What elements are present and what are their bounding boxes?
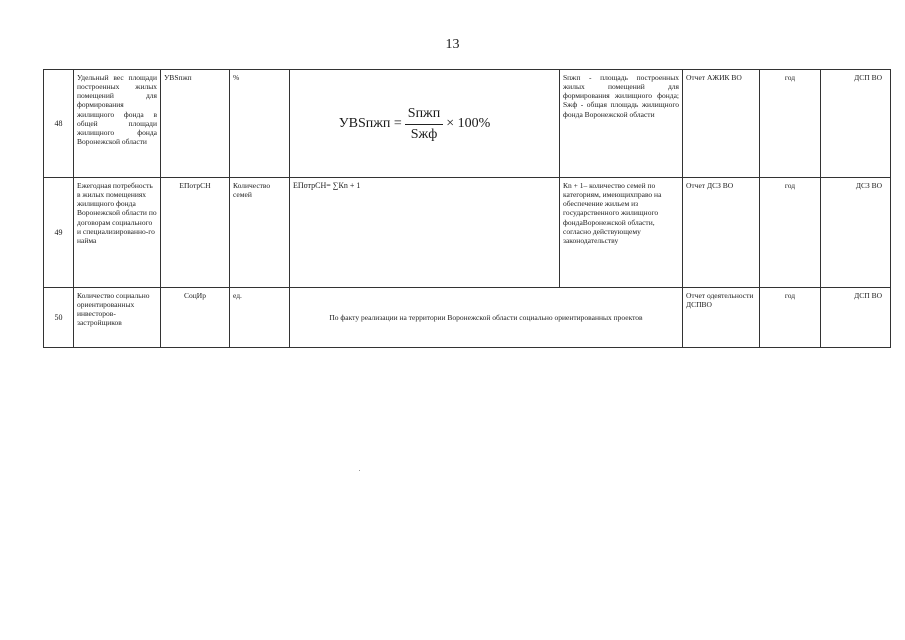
indicator-description: Sпжп - площадь построенных жилых помещений для формирования жилищного фонда; Sжф - общая площадь жилищного фонда Воронежской области [560,70,683,178]
table-row [44,70,891,178]
indicator-name: Удельный вес площади построенных жилых помещений для формирования жилищного фонда в общей площади жилищного фонда Воронежской области [74,70,161,178]
period: год [760,70,821,178]
data-source: Отчет АЖИК ВО [683,70,760,178]
data-source: Отчет ДСЗ ВО [683,178,760,288]
indicator-symbol: ЕПотрСН [161,178,230,288]
formula-rhs: × 100% [446,116,491,132]
period: год [760,288,821,348]
row-number: 50 [44,288,74,348]
indicator-unit: % [230,70,290,178]
period: год [760,178,821,288]
formula-numerator: Sпжп [405,105,443,124]
scan-speck [359,470,360,471]
merged-calculation-note: По факту реализации на территории Воронежской области социально ориентированных проектов [290,288,683,348]
indicator-description: Кn + 1– количество семей по категориям, имеющихправо на обеспечение жильем из государственного жилищного фондаВоронежской области, согласно действующему законодательству [560,178,683,288]
formula-lhs: УВSпжп = [338,116,402,132]
indicator-unit: Количество семей [230,178,290,288]
formula-cell [290,70,560,178]
indicator-symbol: УВSпжп [161,70,230,178]
formula-fraction [405,105,443,142]
row-number: 48 [44,70,74,178]
responsible: ДСП ВО [821,70,891,178]
formula [293,105,556,142]
indicator-symbol: СоцИр [161,288,230,348]
indicator-name: Количество социально ориентированных инвесторов-застройщиков [74,288,161,348]
indicators-table [43,69,891,348]
data-source: Отчет одеятельности ДСПВО [683,288,760,348]
table-row [44,178,891,288]
responsible: ДСЗ ВО [821,178,891,288]
table-row [44,288,891,348]
formula-denominator: Sжф [410,126,438,142]
responsible: ДСП ВО [821,288,891,348]
page-number: 13 [445,37,460,52]
indicator-unit: ед. [230,288,290,348]
indicator-name: Ежегодная потребность в жилых помещениях жилищного фонда Воронежской области по договорам социального и специализированно-го найма [74,178,161,288]
row-number: 49 [44,178,74,288]
formula-text: ЕПотрСН= ∑Кn + 1 [290,178,560,288]
